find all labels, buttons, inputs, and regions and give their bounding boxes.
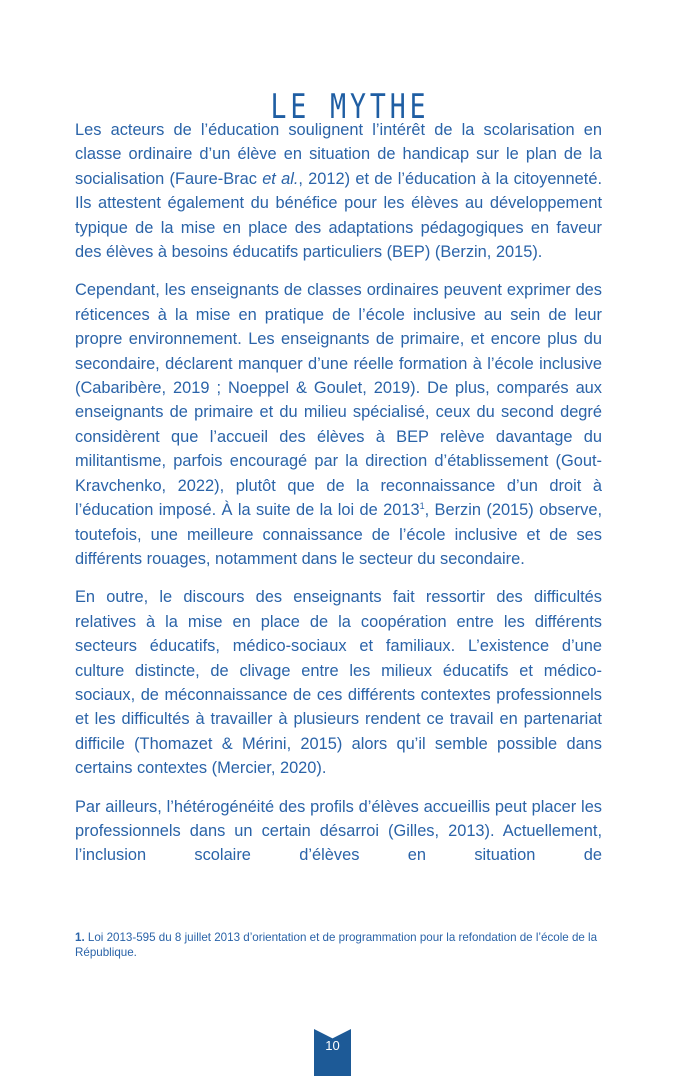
- page-title: LE MYTHE: [270, 86, 430, 127]
- italic-et-al: et al.: [262, 169, 299, 188]
- footnote-reference[interactable]: 1: [419, 501, 425, 512]
- paragraph-3: En outre, le discours des enseignants fait ressortir des difficultés relatives à la mise en place de la coopération entre les différents secteurs éducatifs, médico-sociaux et familiaux. L’existence d’une culture distincte, de clivage entre les milieux éducatifs et médico-sociaux, de méconnaissance de ces différents contextes professionnels et les difficultés à travailler à plusieurs rendent ce travail en partenariat difficile (Thomazet & Mérini, 2015) alors qu’il semble possible dans certains contextes (Mercier, 2020).: [75, 588, 602, 778]
- body-text: [75, 118, 602, 882]
- footnote-number: 1.: [75, 931, 85, 944]
- footnote-text: Loi 2013-595 du 8 juillet 2013 d’orientation et de programmation pour la refondation de l’école de la République.: [75, 931, 598, 959]
- footnote: [75, 930, 602, 960]
- paragraph-1: Les acteurs de l’éducation soulignent l’intérêt de la scolarisation en classe ordinaire d’un élève en situation de handicap sur le plan de la socialisation (Faure-Brac et al., 2012) et de l’éducation à la citoyenneté. Ils attestent également du bénéfice pour les élèves au développement typique de la mise en place des adaptations pédagogiques en faveur des élèves à besoins éducatifs particuliers (BEP) (Berzin, 2015).: [75, 121, 603, 262]
- paragraph-4: Par ailleurs, l’hétérogénéité des profils d’élèves accueillis peut placer les professionnels dans un certain désarroi (Gilles, 2013). Actuellement, l’inclusion scolaire d’élèves en situation de: [75, 797, 602, 865]
- paragraph-2: Cependant, les enseignants de classes ordinaires peuvent exprimer des réticences à la mise en pratique de l’école inclusive au sein de leur propre environnement. Les enseignants de primaire, et encore plus du secondaire, déclarent manquer d’une réelle formation à l’école inclusive (Cabaribère, 2019 ; Noeppel & Goulet, 2019). De plus, comparés aux enseignants de primaire et du milieu spécialisé, ceux du second degré considèrent que l’accueil des élèves à BEP relève davantage du militantisme, parfois encouragé par la direction d’établissement (Gout-Kravchenko, 2022), plutôt que de la reconnaissance d’un droit à l’éducation imposé. À la suite de la loi de 2013$^1$, Berzin (2015) observe, toutefois, une meilleure connaissance de l’école inclusive et de ses différents rouages, notamment dans le secteur du secondaire.: [75, 281, 602, 568]
- page-number: 10: [325, 1038, 340, 1053]
